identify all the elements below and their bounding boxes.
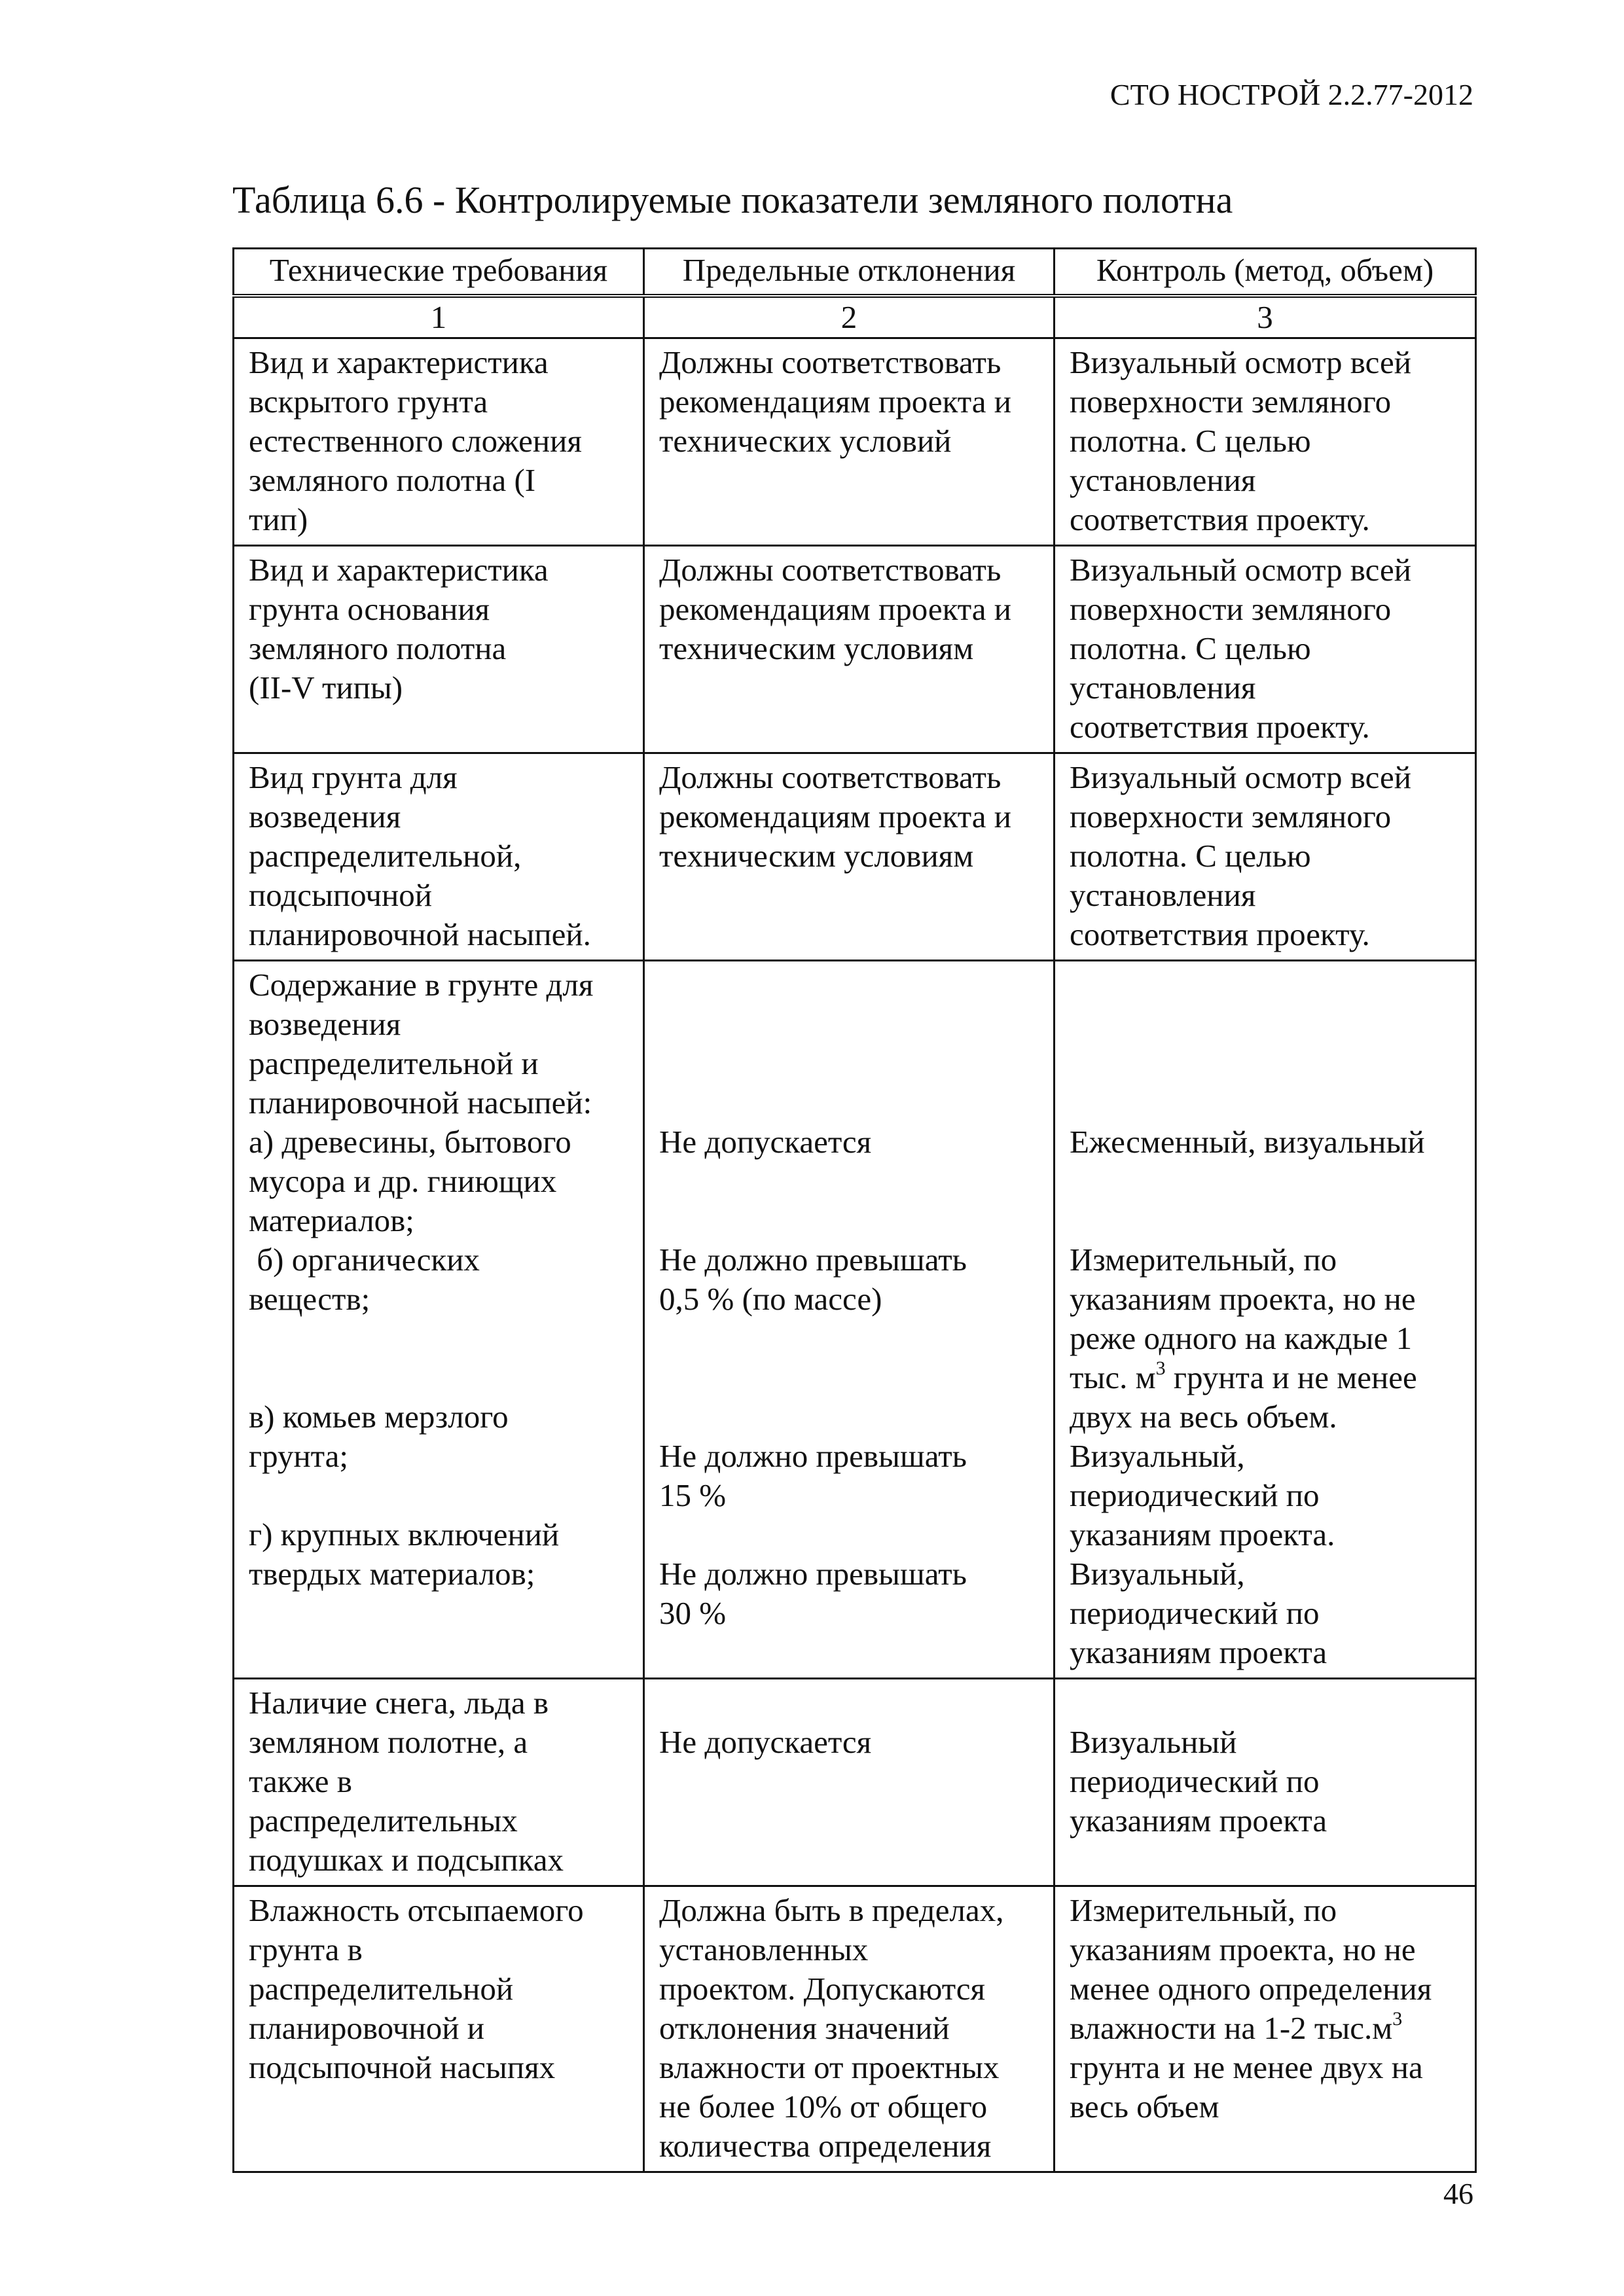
deviation-item-a: Не допускается — [659, 1124, 872, 1160]
table-title: Таблица 6.6 - Контролируемые показатели земляного полотна — [232, 179, 1233, 221]
content-item-c: в) комьев мерзлого грунта; — [249, 1399, 509, 1474]
content-item-b-spacer — [249, 1319, 630, 1397]
control-item-b — [1070, 1240, 1462, 1437]
spacer — [659, 1515, 1040, 1554]
requirement-cell: Вид и характеристика грунта основания земляного полотна (II-V типы) — [234, 546, 644, 753]
document-code: СТО НОСТРОЙ 2.2.77-2012 — [1110, 78, 1473, 111]
snow-deviation: Не допускается — [659, 1724, 872, 1760]
spacer — [659, 1162, 1040, 1240]
deviation-cell: Должны соответствовать рекомендациям проекта и технических условий — [644, 338, 1055, 546]
deviation-cell — [644, 1679, 1055, 1886]
requirement-cell: Наличие снега, льда в земляном полотне, а также в распределительных подушках и подсыпках — [234, 1679, 644, 1886]
spacer — [249, 1476, 630, 1515]
moisture-control-text-cont: грунта и не менее двух на весь объем — [1070, 2049, 1423, 2125]
control-cell — [1055, 1886, 1476, 2172]
table-row-snow — [234, 1679, 1476, 1886]
column-number: 3 — [1055, 296, 1476, 338]
control-cell: Визуальный осмотр всей поверхности земляного полотна. С целью установления соответствия проекту. — [1055, 546, 1476, 753]
content-item-b: б) органических веществ; — [249, 1242, 480, 1317]
spacer — [1070, 965, 1462, 1122]
moisture-control-text: Измерительный, по указаниям проекта, но не менее одного определения влажности на 1-2 тыс.м — [1070, 1892, 1432, 2046]
header-control-method: Контроль (метод, объем) — [1055, 249, 1476, 296]
control-item-a: Ежесменный, визуальный — [1070, 1124, 1425, 1160]
table-row — [234, 338, 1476, 546]
spacer — [659, 1319, 1040, 1437]
deviation-cell: Должны соответствовать рекомендациям проекта и техническим условиям — [644, 546, 1055, 753]
header-limit-deviations: Предельные отклонения — [644, 249, 1055, 296]
deviation-cell — [644, 961, 1055, 1679]
content-item-a: а) древесины, бытового мусора и др. гниющих материалов; — [249, 1124, 571, 1238]
column-number: 1 — [234, 296, 644, 338]
table-row-soil-content — [234, 961, 1476, 1679]
control-cell — [1055, 1679, 1476, 1886]
control-item-b-text: Измерительный, по указаниям проекта, но не реже одного на каждые 1 тыс. м — [1070, 1242, 1416, 1395]
snow-control: Визуальный периодический по указаниям проекта — [1070, 1724, 1327, 1839]
control-cell: Визуальный осмотр всей поверхности земляного полотна. С целью установления соответствия проекту. — [1055, 338, 1476, 546]
control-indicators-table — [232, 247, 1477, 2173]
table-row — [234, 546, 1476, 753]
page-number: 46 — [1443, 2177, 1473, 2210]
superscript-cubic: 3 — [1155, 1357, 1166, 1379]
content-intro-text: Содержание в грунте для возведения распределительной и планировочной насыпей: — [249, 967, 594, 1121]
table-row — [234, 753, 1476, 961]
table-header-row — [234, 249, 1476, 296]
header-technical-requirements: Технические требования — [234, 249, 644, 296]
requirement-cell — [234, 961, 644, 1679]
spacer — [1070, 1683, 1462, 1723]
content-item-d: г) крупных включений твердых материалов; — [249, 1516, 560, 1592]
deviation-cell: Должна быть в пределах, установленных проектом. Допускаются отклонения значений влажности от проектных не более 10% от общего количества определения — [644, 1886, 1055, 2172]
control-cell: Визуальный осмотр всей поверхности земляного полотна. С целью установления соответствия проекту. — [1055, 753, 1476, 961]
spacer — [659, 1683, 1040, 1723]
control-item-c: Визуальный, периодический по указаниям проекта. — [1070, 1438, 1335, 1552]
superscript-cubic: 3 — [1392, 2007, 1403, 2030]
table-row-moisture — [234, 1886, 1476, 2172]
moisture-control — [1070, 1891, 1462, 2126]
control-item-d: Визуальный, периодический по указаниям проекта — [1070, 1556, 1327, 1670]
spacer — [659, 965, 1040, 1122]
control-item-b-text-cont: грунта и не менее двух на весь объем. — [1070, 1359, 1417, 1435]
column-number-row — [234, 296, 1476, 338]
deviation-item-d: Не должно превышать 30 % — [659, 1556, 967, 1631]
spacer — [1070, 1162, 1462, 1240]
requirement-cell: Вид грунта для возведения распределительной, подсыпочной планировочной насыпей. — [234, 753, 644, 961]
deviation-cell: Должны соответствовать рекомендациям проекта и техническим условиям — [644, 753, 1055, 961]
deviation-item-b: Не должно превышать 0,5 % (по массе) — [659, 1242, 967, 1317]
requirement-cell: Влажность отсыпаемого грунта в распределительной планировочной и подсыпочной насыпях — [234, 1886, 644, 2172]
column-number: 2 — [644, 296, 1055, 338]
deviation-item-c: Не должно превышать 15 % — [659, 1438, 967, 1513]
control-cell — [1055, 961, 1476, 1679]
requirement-cell: Вид и характеристика вскрытого грунта естественного сложения земляного полотна (I тип) — [234, 338, 644, 546]
